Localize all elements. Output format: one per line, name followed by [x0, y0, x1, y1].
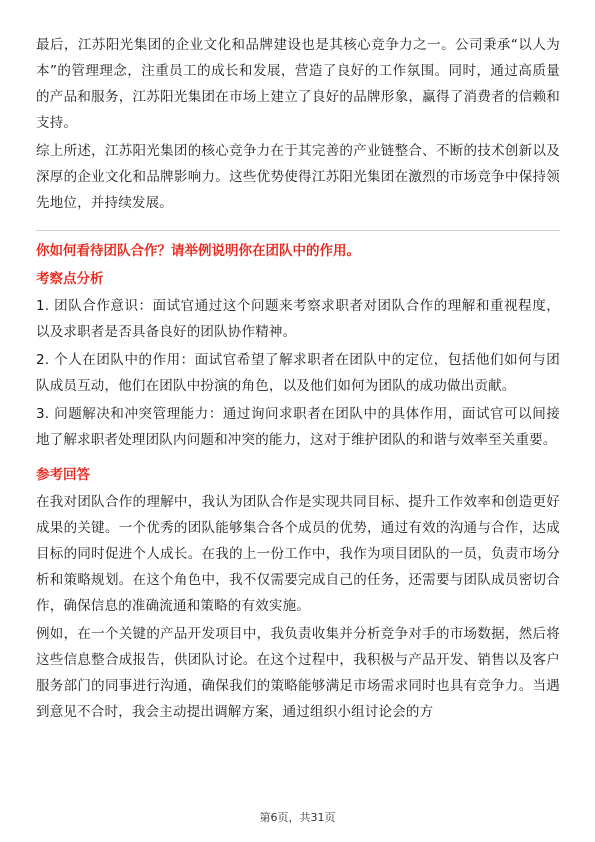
analysis-item: 1. 团队合作意识：面试官通过这个问题来考察求职者对团队合作的理解和重视程度，以及求职者是否具备良好的团队协作精神。	[36, 298, 560, 340]
intro-paragraph: 最后，江苏阳光集团的企业文化和品牌建设也是其核心竞争力之一。公司秉承“以人为本”的管理理念，注重员工的成长和发展，营造了良好的工作氛围。同时，通过高质量的产品和服务，江苏阳光集团在市场上建立了良好的品牌形象，赢得了消费者的信赖和支持。	[36, 37, 560, 131]
reference-answer-section	[36, 463, 560, 725]
analysis-item: 3. 问题解决和冲突管理能力：通过询问求职者在团队中的具体作用，面试官可以间接地了解求职者处理团队内问题和冲突的能力，这对于维护团队的和谐与效率至关重要。	[36, 406, 560, 448]
intro-paragraph: 综上所述，江苏阳光集团的核心竞争力在于其完善的产业链整合、不断的技术创新以及深厚的企业文化和品牌影响力。这些优势使得江苏阳光集团在激烈的市场竞争中保持领先地位，并持续发展。	[36, 143, 560, 211]
page-content	[36, 32, 560, 727]
analysis-section	[36, 267, 560, 453]
interview-question: 你如何看待团队合作？请举例说明你在团队中的作用。	[36, 243, 360, 259]
analysis-heading: 考察点分析	[36, 271, 104, 287]
reference-answer-paragraph: 在我对团队合作的理解中，我认为团队合作是实现共同目标、提升工作效率和创造更好成果的关键。一个优秀的团队能够集合各个成员的优势，通过有效的沟通与合作，达成目标的同时促进个人成长。在我的上一份工作中，我作为项目团队的一员，负责市场分析和策略规划。在这个角色中，我不仅需要完成自己的任务，还需要与团队成员密切合作，确保信息的准确流通和策略的有效实施。	[36, 494, 560, 614]
intro-section	[36, 32, 560, 216]
section-divider	[36, 230, 560, 231]
reference-answer-heading: 参考回答	[36, 467, 90, 483]
page-number-footer: 第6页，共31页	[259, 811, 336, 824]
analysis-item: 2. 个人在团队中的作用：面试官希望了解求职者在团队中的定位，包括他们如何与团队成员互动，他们在团队中扮演的角色，以及他们如何为团队的成功做出贡献。	[36, 352, 560, 394]
reference-answer-paragraph: 例如，在一个关键的产品开发项目中，我负责收集并分析竞争对手的市场数据，然后将这些信息整合成报告，供团队讨论。在这个过程中，我积极与产品开发、销售以及客户服务部门的同事进行沟通，确保我们的策略能够满足市场需求同时也具有竞争力。当遇到意见不合时，我会主动提出调解方案，通过组织小组讨论会的方	[36, 626, 560, 720]
